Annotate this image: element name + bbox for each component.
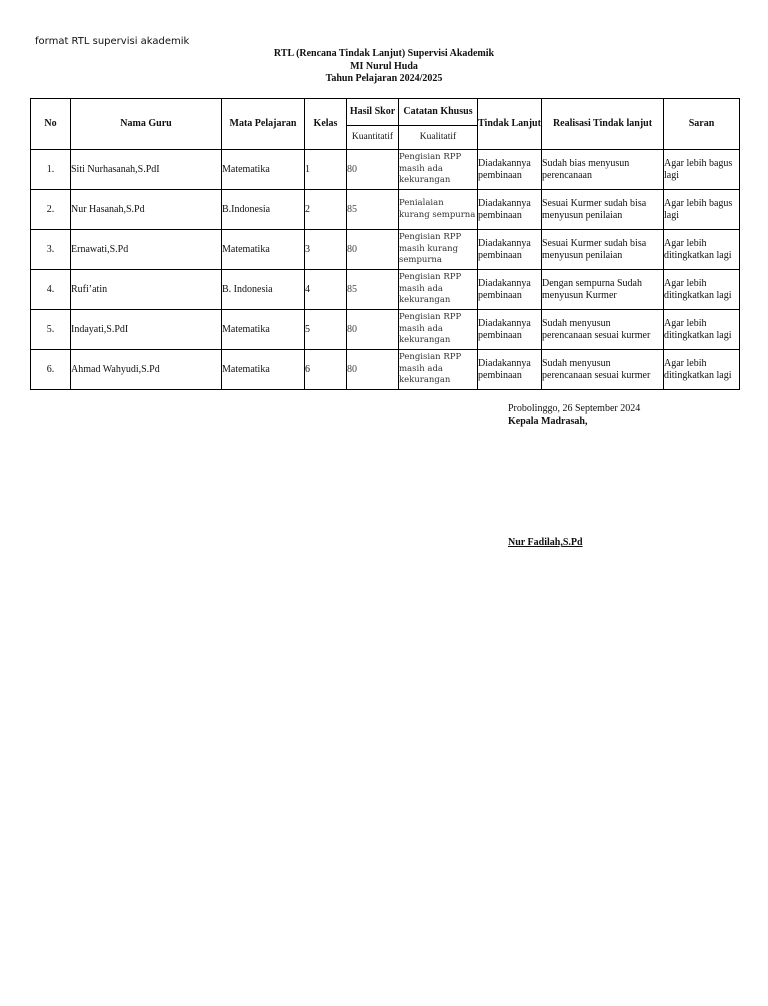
cell-saran: Agar lebih bagus lagi xyxy=(664,150,740,190)
cell-kualitatif: Pengisian RPP masih ada kekurangan xyxy=(399,350,478,390)
document-heading xyxy=(0,48,768,86)
header-tindak-lanjut: Tindak Lanjut xyxy=(478,99,542,150)
cell-kualitatif: Pengisian RPP masih ada kekurangan xyxy=(399,270,478,310)
signature-place-date: Probolinggo, 26 September 2024 xyxy=(508,403,641,414)
cell-realisasi: Dengan sempurna Sudah menyusun Kurmer xyxy=(542,270,664,310)
cell-kuantitatif: 80 xyxy=(347,310,399,350)
cell-nama-guru: Indayati,S.PdI xyxy=(71,310,222,350)
header-catatan-khusus: Catatan Khusus xyxy=(399,99,478,126)
cell-kelas: 1 xyxy=(305,150,347,190)
signature-block xyxy=(508,402,640,428)
cell-mata-pelajaran: Matematika xyxy=(222,230,305,270)
cell-tindak-lanjut: Diadakannya pembinaan xyxy=(478,230,542,270)
cell-no: 2. xyxy=(31,190,71,230)
table-row xyxy=(31,230,740,270)
cell-kelas: 6 xyxy=(305,350,347,390)
signature-title: Kepala Madrasah, xyxy=(508,416,588,427)
table-row xyxy=(31,270,740,310)
cell-mata-pelajaran: Matematika xyxy=(222,350,305,390)
document-label: format RTL supervisi akademik xyxy=(35,36,190,47)
cell-kualitatif: Pengisian RPP masih ada kekurangan xyxy=(399,150,478,190)
cell-no: 6. xyxy=(31,350,71,390)
cell-saran: Agar lebih bagus lagi xyxy=(664,190,740,230)
table-row xyxy=(31,350,740,390)
cell-kuantitatif: 85 xyxy=(347,270,399,310)
table-row xyxy=(31,190,740,230)
heading-school: MI Nurul Huda xyxy=(350,60,418,72)
cell-realisasi: Sesuai Kurmer sudah bisa menyusun penilaian xyxy=(542,230,664,270)
cell-no: 5. xyxy=(31,310,71,350)
cell-no: 4. xyxy=(31,270,71,310)
cell-realisasi: Sudah bias menyusun perencanaan xyxy=(542,150,664,190)
cell-kualitatif: Penialaian kurang sempurna xyxy=(399,190,478,230)
cell-tindak-lanjut: Diadakannya pembinaan xyxy=(478,310,542,350)
cell-tindak-lanjut: Diadakannya pembinaan xyxy=(478,150,542,190)
heading-year: Tahun Pelajaran 2024/2025 xyxy=(325,73,443,84)
header-realisasi: Realisasi Tindak lanjut xyxy=(542,99,664,150)
cell-kualitatif: Pengisian RPP masih ada kekurangan xyxy=(399,310,478,350)
cell-kelas: 5 xyxy=(305,310,347,350)
cell-saran: Agar lebih ditingkatkan lagi xyxy=(664,270,740,310)
header-nama-guru: Nama Guru xyxy=(71,99,222,150)
cell-mata-pelajaran: B.Indonesia xyxy=(222,190,305,230)
cell-kelas: 3 xyxy=(305,230,347,270)
cell-tindak-lanjut: Diadakannya pembinaan xyxy=(478,270,542,310)
cell-kelas: 4 xyxy=(305,270,347,310)
cell-tindak-lanjut: Diadakannya pembinaan xyxy=(478,190,542,230)
cell-no: 1. xyxy=(31,150,71,190)
header-hasil-skor: Hasil Skor xyxy=(347,99,399,126)
cell-nama-guru: Rufi’atin xyxy=(71,270,222,310)
signature-name: Nur Fadilah,S.Pd xyxy=(508,537,583,548)
cell-nama-guru: Ernawati,S.Pd xyxy=(71,230,222,270)
cell-saran: Agar lebih ditingkatkan lagi xyxy=(664,310,740,350)
cell-realisasi: Sudah menyusun perencanaan sesuai kurmer xyxy=(542,350,664,390)
cell-kualitatif: Pengisian RPP masih kurang sempurna xyxy=(399,230,478,270)
cell-saran: Agar lebih ditingkatkan lagi xyxy=(664,230,740,270)
cell-kuantitatif: 80 xyxy=(347,230,399,270)
cell-mata-pelajaran: Matematika xyxy=(222,150,305,190)
header-saran: Saran xyxy=(664,99,740,150)
heading-title: RTL (Rencana Tindak Lanjut) Supervisi Akademik xyxy=(273,48,495,59)
header-mata-pelajaran: Mata Pelajaran xyxy=(222,99,305,150)
cell-kuantitatif: 80 xyxy=(347,150,399,190)
cell-realisasi: Sesuai Kurmer sudah bisa menyusun penilaian xyxy=(542,190,664,230)
cell-kuantitatif: 80 xyxy=(347,350,399,390)
table-row xyxy=(31,150,740,190)
cell-mata-pelajaran: Matematika xyxy=(222,310,305,350)
header-kualitatif: Kualitatif xyxy=(399,126,478,150)
cell-realisasi: Sudah menyusun perencanaan sesuai kurmer xyxy=(542,310,664,350)
cell-kuantitatif: 85 xyxy=(347,190,399,230)
cell-no: 3. xyxy=(31,230,71,270)
cell-nama-guru: Siti Nurhasanah,S.PdI xyxy=(71,150,222,190)
cell-saran: Agar lebih ditingkatkan lagi xyxy=(664,350,740,390)
cell-nama-guru: Nur Hasanah,S.Pd xyxy=(71,190,222,230)
cell-mata-pelajaran: B. Indonesia xyxy=(222,270,305,310)
header-no: No xyxy=(31,99,71,150)
header-kuantitatif: Kuantitatif xyxy=(347,126,399,150)
table-row xyxy=(31,310,740,350)
cell-tindak-lanjut: Diadakannya pembinaan xyxy=(478,350,542,390)
cell-nama-guru: Ahmad Wahyudi,S.Pd xyxy=(71,350,222,390)
cell-kelas: 2 xyxy=(305,190,347,230)
header-kelas: Kelas xyxy=(305,99,347,150)
rtl-table xyxy=(30,98,740,390)
